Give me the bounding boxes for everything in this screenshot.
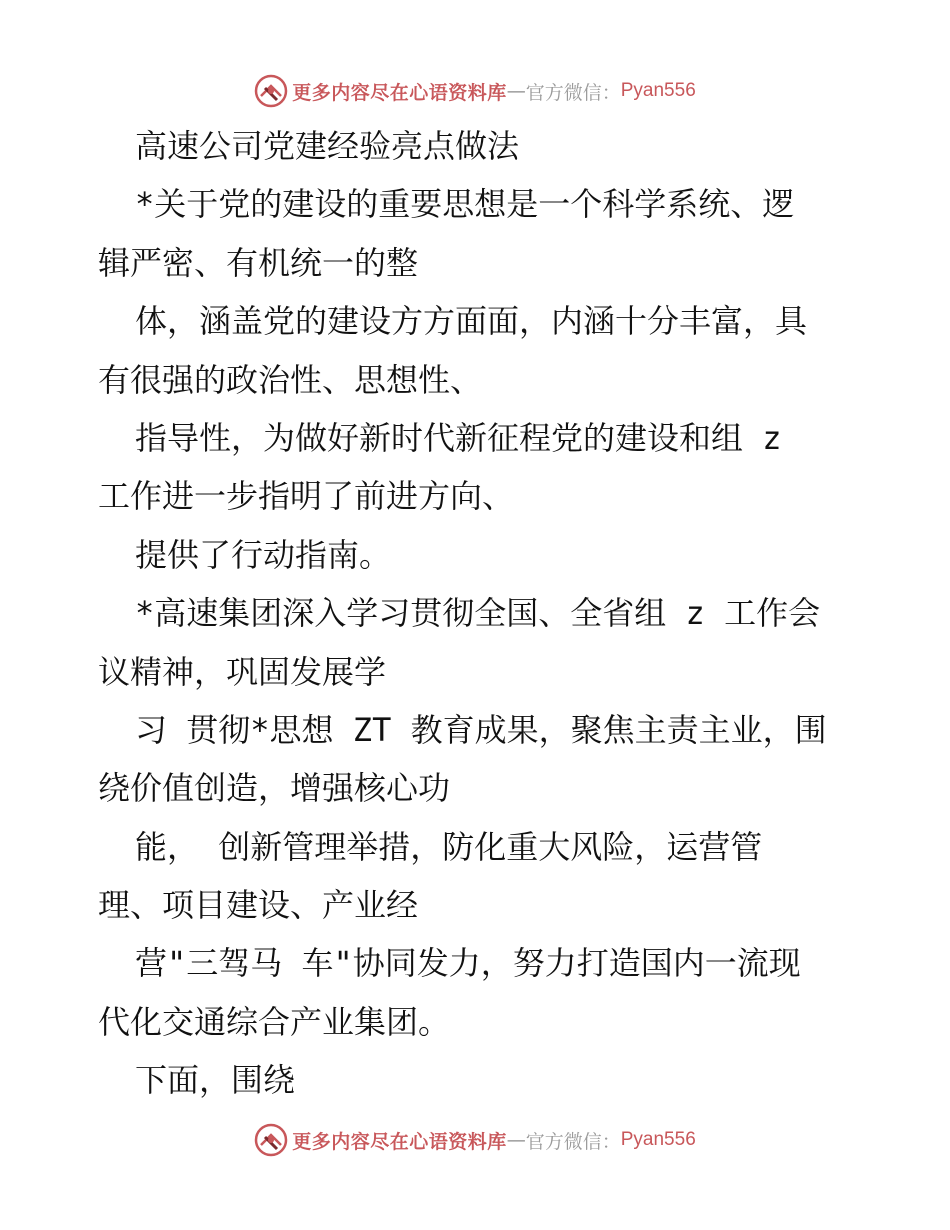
banner-contact-id: Pyan556: [620, 80, 696, 101]
document-body: [98, 117, 858, 1110]
body-line: 有很强的政治性、思想性、: [98, 360, 483, 399]
body-line: 议精神，巩固发展学: [98, 652, 387, 691]
body-line: 提供了行动指南。: [135, 535, 392, 574]
body-line: 绕价值创造，增强核心功: [98, 769, 451, 808]
banner-contact-label: 官方微信：: [525, 1130, 621, 1153]
body-line: 代化交通综合产业集团。: [98, 1002, 451, 1041]
banner-promo-text: 更多内容尽在心语资料库: [292, 1130, 507, 1153]
body-line: 工作进一步指明了前进方向、: [98, 477, 515, 516]
body-line: 能， 创新管理举措，防化重大风险，运营管: [135, 827, 763, 866]
body-line: 体，涵盖党的建设方方面面，内涵十分丰富，具: [135, 302, 808, 341]
banner-promo-text: 更多内容尽在心语资料库: [292, 81, 507, 104]
body-line: *高速集团深入学习贯彻全国、全省组 z 工作会: [135, 594, 821, 633]
body-line: 营"三驾马 车"协同发力，努力打造国内一流现: [135, 944, 801, 983]
banner-contact-id: Pyan556: [620, 1129, 696, 1150]
red-book-pen-logo-icon: [254, 1123, 288, 1157]
footer-banner: [0, 1120, 950, 1160]
banner-separator: —: [506, 1129, 526, 1151]
body-line: 辑严密、有机统一的整: [98, 243, 419, 282]
body-line: 习 贯彻*思想 ZT 教育成果，聚焦主责主业，围: [135, 710, 827, 749]
body-line: 指导性，为做好新时代新征程党的建设和组 z: [135, 418, 782, 457]
banner-separator: —: [506, 80, 526, 102]
body-line: *关于党的建设的重要思想是一个科学系统、逻: [135, 185, 795, 224]
body-line: 下面，围绕: [135, 1061, 296, 1100]
body-line: 理、项目建设、产业经: [98, 886, 419, 925]
banner-contact-label: 官方微信：: [525, 81, 621, 104]
header-banner: [0, 71, 950, 111]
red-book-pen-logo-icon: [254, 74, 288, 108]
document-title: 高速公司党建经验亮点做法: [135, 127, 520, 165]
